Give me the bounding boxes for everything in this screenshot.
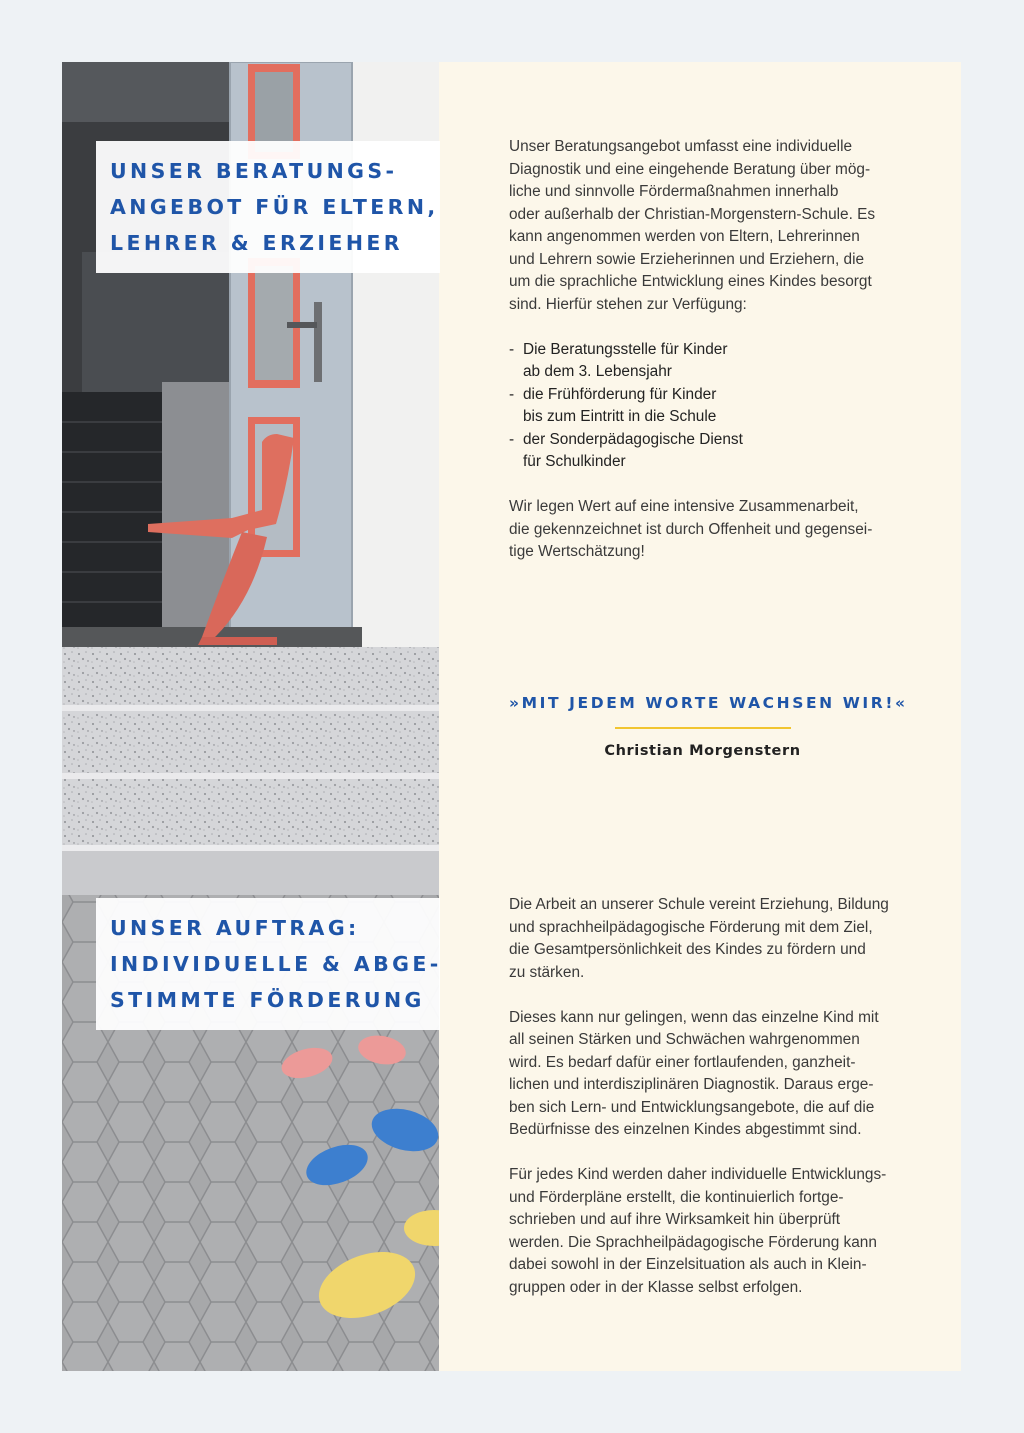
text-line: tige Wertschätzung! bbox=[509, 543, 645, 560]
section1-text bbox=[509, 136, 909, 564]
section2-heading-line: STIMMTE FÖRDERUNG bbox=[110, 988, 425, 1012]
quote-text: »MIT JEDEM WORTE WACHSEN WIR!« bbox=[509, 694, 908, 712]
text-line: Wir legen Wert auf eine intensive Zusammenarbeit, bbox=[509, 498, 859, 515]
text-line: Diagnostik und eine eingehende Beratung über mög- bbox=[509, 160, 871, 178]
text-line: werden. Die Sprachheilpädagogische Förderung kann bbox=[509, 1233, 877, 1251]
quote-author: Christian Morgenstern bbox=[604, 743, 801, 759]
list-item-line: bis zum Eintritt in die Schule bbox=[523, 408, 717, 425]
section1-intro bbox=[509, 136, 909, 316]
list-item-line: der Sonderpädagogische Dienst bbox=[523, 430, 743, 448]
section1-heading-line: LEHRER & ERZIEHER bbox=[110, 231, 403, 255]
section2-heading bbox=[96, 898, 440, 1030]
text-line: Unser Beratungsangebot umfasst eine individuelle bbox=[509, 138, 853, 155]
quote-block bbox=[509, 694, 908, 759]
list-dash: - bbox=[509, 385, 515, 403]
text-line: lichen und interdisziplinären Diagnostik. Daraus erge- bbox=[509, 1076, 874, 1093]
text-line: wird. Es bedarf dafür einer fortlaufenden, ganzheit- bbox=[509, 1053, 856, 1071]
section2-heading-line: UNSER AUFTRAG: bbox=[110, 916, 360, 940]
page-sheet bbox=[62, 62, 961, 1371]
section2-paragraph bbox=[509, 894, 909, 984]
text-line: liche und sinnvolle Fördermaßnahmen innerhalb bbox=[509, 183, 839, 200]
section1-heading-line: UNSER BERATUNGS- bbox=[110, 159, 398, 183]
section2-paragraph bbox=[509, 1164, 909, 1299]
list-dash: - bbox=[509, 340, 515, 358]
list-item bbox=[509, 384, 909, 429]
text-line: die Gesamtpersönlichkeit des Kindes zu fördern und bbox=[509, 941, 866, 958]
text-line: Bedürfnisse des einzelnen Kindes abgestimmt sind. bbox=[509, 1121, 862, 1138]
list-item-line: die Frühförderung für Kinder bbox=[523, 385, 717, 403]
text-line: schrieben und auf ihre Wirksamkeit hin überprüft bbox=[509, 1211, 841, 1228]
text-line: oder außerhalb der Christian-Morgenstern-Schule. Es bbox=[509, 205, 876, 223]
text-line: ben sich Lern- und Entwicklungsangebote, die auf die bbox=[509, 1098, 875, 1116]
list-item-line: Die Beratungsstelle für Kinder bbox=[523, 340, 728, 358]
text-line: all seinen Stärken und Schwächen wahrgenommen bbox=[509, 1031, 860, 1048]
text-line: dabei sowohl in der Einzelsituation als auch in Klein- bbox=[509, 1256, 867, 1273]
text-line: und sprachheilpädagogische Förderung mit dem Ziel, bbox=[509, 918, 873, 936]
text-line: Für jedes Kind werden daher individuelle Entwicklungs- bbox=[509, 1166, 887, 1183]
text-line: und Lehrern sowie Erzieherinnen und Erziehern, die bbox=[509, 250, 865, 268]
list-dash: - bbox=[509, 430, 515, 448]
section2-text bbox=[509, 894, 909, 1299]
section2-paragraph bbox=[509, 1007, 909, 1142]
text-line: Die Arbeit an unserer Schule vereint Erziehung, Bildung bbox=[509, 896, 889, 913]
text-line: zu stärken. bbox=[509, 963, 585, 981]
text-line: kann angenommen werden von Eltern, Lehrerinnen bbox=[509, 228, 860, 245]
text-line: Dieses kann nur gelingen, wenn das einzelne Kind mit bbox=[509, 1008, 879, 1026]
list-item bbox=[509, 429, 909, 474]
text-line: die gekennzeichnet ist durch Offenheit und gegensei- bbox=[509, 520, 873, 538]
list-item-line: ab dem 3. Lebensjahr bbox=[523, 363, 672, 380]
section1-heading bbox=[96, 141, 440, 273]
text-line: sind. Hierfür stehen zur Verfügung: bbox=[509, 295, 747, 313]
list-item bbox=[509, 339, 909, 384]
text-line: und Förderpläne erstellt, die kontinuierlich fortge- bbox=[509, 1188, 844, 1206]
text-line: um die sprachliche Entwicklung eines Kindes besorgt bbox=[509, 273, 872, 290]
list-item-line: für Schulkinder bbox=[523, 453, 626, 470]
offer-list bbox=[509, 339, 909, 474]
section1-closing bbox=[509, 496, 909, 564]
quote-divider bbox=[615, 727, 791, 729]
section2-heading-line: INDIVIDUELLE & ABGE- bbox=[110, 952, 442, 976]
section1-heading-line: ANGEBOT FÜR ELTERN, bbox=[110, 195, 439, 219]
text-line: gruppen oder in der Klasse selbst erfolgen. bbox=[509, 1278, 803, 1296]
